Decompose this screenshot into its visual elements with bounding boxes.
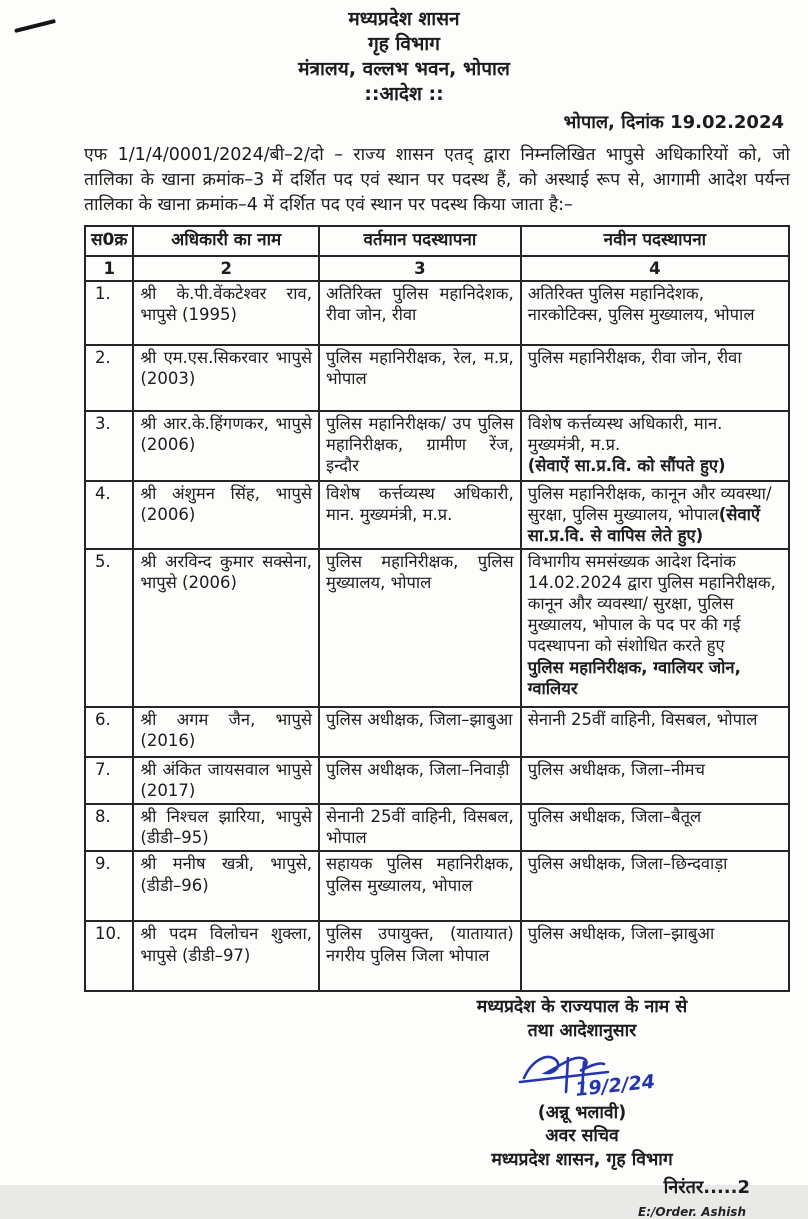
table-cell-sno — [85, 921, 133, 991]
cell-text-segment: 4. — [95, 483, 111, 503]
table-cell-current — [319, 281, 521, 345]
table-cell-new — [521, 411, 789, 481]
table-cell-current — [319, 921, 521, 991]
column-number: 4 — [521, 256, 789, 281]
cell-text-segment: श्री पदम विलोचन शुक्ला, भापुसे (डीडी–97) — [140, 924, 312, 965]
cell-text-segment: श्री अंशुमन सिंह, भापुसे (2006) — [140, 483, 312, 524]
table-cell-current — [319, 851, 521, 921]
table-cell-new — [521, 851, 789, 921]
table-header-row — [85, 226, 789, 256]
cell-text-segment: 6. — [95, 710, 111, 730]
table-row — [85, 707, 789, 757]
cell-text-segment: पुलिस महानिरीक्षक, रेल, म.प्र, भोपाल — [325, 347, 514, 388]
table-cell-new — [521, 345, 789, 411]
table-cell-current — [319, 804, 521, 851]
table-row — [85, 921, 789, 991]
signatory-name: (अन्नू भलावी) — [537, 1102, 627, 1123]
table-cell-new — [521, 281, 789, 345]
cell-text-segment: सेनानी 25वीं वाहिनी, विसबल, भोपाल — [325, 807, 514, 848]
cell-text-segment: 7. — [95, 760, 111, 780]
table-cell-sno — [85, 481, 133, 549]
table-cell-name — [133, 851, 319, 921]
cell-text-segment: 9. — [95, 854, 111, 874]
table-cell-current — [319, 757, 521, 804]
table-row — [85, 281, 789, 345]
place-date-line: भोपाल, दिनांक 19.02.2024 — [563, 112, 784, 134]
header-department: गृह विभाग — [368, 33, 440, 56]
continuation-note: निरंतर.....2 — [663, 1176, 750, 1198]
cell-text-segment: पुलिस अधीक्षक, जिला–झाबुआ — [527, 924, 715, 944]
cell-text-segment: पुलिस महानिरीक्षक/ उप पुलिस महानिरीक्षक, ग्रामीण रेंज, इन्दौर — [325, 413, 514, 475]
signature-block — [372, 996, 792, 1172]
cell-text-segment: (सेवाऐं सा.प्र.वि. से वापिस लेते हुए) — [527, 504, 761, 545]
cell-text-segment: 5. — [95, 552, 111, 572]
signatory-designation: अवर सचिव — [545, 1126, 619, 1147]
table-cell-current — [319, 411, 521, 481]
table-cell-sno — [85, 757, 133, 804]
table-cell-name — [133, 804, 319, 851]
table-cell-name — [133, 757, 319, 804]
cell-text-segment: 8. — [95, 807, 111, 827]
officer-transfer-table — [84, 225, 790, 993]
column-header-sno: स0क्र — [85, 226, 133, 256]
cell-text-segment: सेनानी 25वीं वाहिनी, विसबल, भोपाल — [527, 710, 758, 730]
column-number: 3 — [319, 256, 521, 281]
table-cell-new — [521, 549, 789, 707]
cell-text-segment: पुलिस अधीक्षक, जिला–बैतूल — [527, 807, 702, 827]
table-cell-sno — [85, 345, 133, 411]
cell-text-segment: 10. — [95, 924, 122, 944]
signature-ink-icon — [510, 1046, 670, 1110]
column-header-current-posting: वर्तमान पदस्थापना — [319, 226, 521, 256]
cell-text-segment: 3. — [95, 413, 111, 433]
table-row — [85, 757, 789, 804]
header-order-title: ::आदेश :: — [364, 83, 444, 106]
table-cell-current — [319, 707, 521, 757]
cell-text-segment: पुलिस महानिरीक्षक, पुलिस मुख्यालय, भोपाल — [325, 552, 514, 593]
handwritten-signature — [372, 1046, 792, 1110]
cell-text-segment: श्री के.पी.वेंकटेश्वर राव, भापुसे (1995) — [140, 283, 312, 324]
cell-text-segment: श्री अंकित जायसवाल भापुसे (2017) — [140, 760, 312, 801]
cell-text-segment: 1. — [95, 283, 111, 303]
signoff-authority-line: मध्यप्रदेश के राज्यपाल के नाम से — [476, 997, 688, 1018]
table-cell-new — [521, 804, 789, 851]
cell-text-segment: पुलिस महानिरीक्षक, कानून और व्यवस्था/सुरक्षा, पुलिस मुख्यालय, भोपाल — [527, 483, 772, 524]
cell-text-segment: विशेष कर्त्तव्यस्थ अधिकारी, मान. मुख्यमंत्री, म.प्र. — [527, 413, 723, 454]
table-cell-sno — [85, 707, 133, 757]
cell-text-segment: विभागीय समसंख्यक आदेश दिनांक 14.02.2024 द्वारा पुलिस महानिरीक्षक, कानून और व्यवस्था/ सुरक्षा, पुलिस मुख्यालय, भोपाल के पद पर की गई पदस्थापना को संशोधित करते हुए — [527, 552, 776, 656]
table-cell-name — [133, 411, 319, 481]
column-number: 2 — [133, 256, 319, 281]
officer-table-body — [85, 281, 789, 992]
column-number: 1 — [85, 256, 133, 281]
column-header-name: अधिकारी का नाम — [133, 226, 319, 256]
table-cell-current — [319, 345, 521, 411]
table-cell-name — [133, 549, 319, 707]
table-cell-sno — [85, 804, 133, 851]
table-cell-name — [133, 281, 319, 345]
cell-text-segment: सहायक पुलिस महानिरीक्षक, पुलिस मुख्यालय, भोपाल — [325, 854, 514, 895]
table-cell-sno — [85, 281, 133, 345]
column-number-row — [85, 256, 789, 281]
cell-text-segment: पुलिस अधीक्षक, जिला–नीमच — [527, 760, 705, 780]
cell-text-segment: पुलिस अधीक्षक, जिला–निवाड़ी — [325, 760, 510, 780]
signature-date-scribble: 19/2/24 — [574, 1070, 657, 1101]
cell-text-segment: अतिरिक्त पुलिस महानिदेशक, रीवा जोन, रीवा — [325, 283, 514, 324]
table-cell-name — [133, 921, 319, 991]
table-cell-new — [521, 481, 789, 549]
header-address: मंत्रालय, वल्लभ भवन, भोपाल — [298, 58, 510, 81]
signatory-department: मध्यप्रदेश शासन, गृह विभाग — [491, 1149, 673, 1170]
table-row — [85, 549, 789, 707]
table-cell-name — [133, 707, 319, 757]
table-head — [85, 226, 789, 281]
cell-text-segment: श्री अरविन्द कुमार सक्सेना, भापुसे (2006) — [140, 552, 312, 593]
cell-text-segment: पुलिस महानिरीक्षक, रीवा जोन, रीवा — [527, 347, 742, 367]
table-cell-sno — [85, 851, 133, 921]
table-row — [85, 345, 789, 411]
table-cell-name — [133, 481, 319, 549]
cell-text-segment: (सेवाऐं सा.प्र.वि. को सौंपते हुए) — [527, 455, 726, 475]
cell-text-segment: पुलिस महानिरीक्षक, ग्वालियर जोन, ग्वालियर — [527, 657, 741, 698]
cell-text-segment: 2. — [95, 347, 111, 367]
cell-text-segment: श्री निश्चल झारिया, भापुसे (डीडी–95) — [140, 807, 312, 848]
document-header — [0, 0, 808, 107]
table-row — [85, 481, 789, 549]
table-cell-current — [319, 481, 521, 549]
table-cell-sno — [85, 411, 133, 481]
table-row — [85, 411, 789, 481]
order-intro-paragraph: एफ 1/1/4/0001/2024/बी–2/दो – राज्य शासन एतद् द्वारा निम्नलिखित भापुसे अधिकारियों को, जो तालिका के खाना क्रमांक–3 में दर्शित पद एवं स्थान पर पदस्थ हैं, को अस्थाई रूप से, आगामी आदेश पर्यन्त तालिका के खाना क्रमांक–4 में दर्शित पद एवं स्थान पर पदस्थ किया जाता है:– — [84, 145, 790, 215]
signoff-byorder-line: तथा आदेशानुसार — [527, 1021, 637, 1042]
table-cell-new — [521, 921, 789, 991]
cell-text-segment: पुलिस उपायुक्त, (यातायात) नगरीय पुलिस जिला भोपाल — [325, 924, 514, 965]
cell-text-segment: श्री आर.के.हिंगणकर, भापुसे (2006) — [140, 413, 312, 454]
table-cell-sno — [85, 549, 133, 707]
table-row — [85, 804, 789, 851]
table-cell-name — [133, 345, 319, 411]
table-row — [85, 851, 789, 921]
cell-text-segment: पुलिस अधीक्षक, जिला–छिन्दवाड़ा — [527, 854, 728, 874]
cell-text-segment: श्री मनीष खत्री, भापुसे, (डीडी–96) — [140, 854, 312, 895]
table-cell-new — [521, 757, 789, 804]
cell-text-segment: विशेष कर्त्तव्यस्थ अधिकारी, मान. मुख्यमंत्री, म.प्र. — [325, 483, 514, 524]
cell-text-segment: श्री अगम जैन, भापुसे (2016) — [140, 710, 312, 751]
column-header-new-posting: नवीन पदस्थापना — [521, 226, 789, 256]
cell-text-segment: अतिरिक्त पुलिस महानिदेशक, नारकोटिक्स, पुलिस मुख्यालय, भोपाल — [527, 283, 755, 324]
cell-text-segment: श्री एम.एस.सिकरवार भापुसे (2003) — [140, 347, 312, 388]
table-cell-new — [521, 707, 789, 757]
table-cell-current — [319, 549, 521, 707]
header-government: मध्यप्रदेश शासन — [348, 8, 460, 30]
cell-text-segment: पुलिस अधीक्षक, जिला–झाबुआ — [325, 710, 513, 730]
file-reference-note: E:/Order. Ashish — [638, 1204, 746, 1219]
